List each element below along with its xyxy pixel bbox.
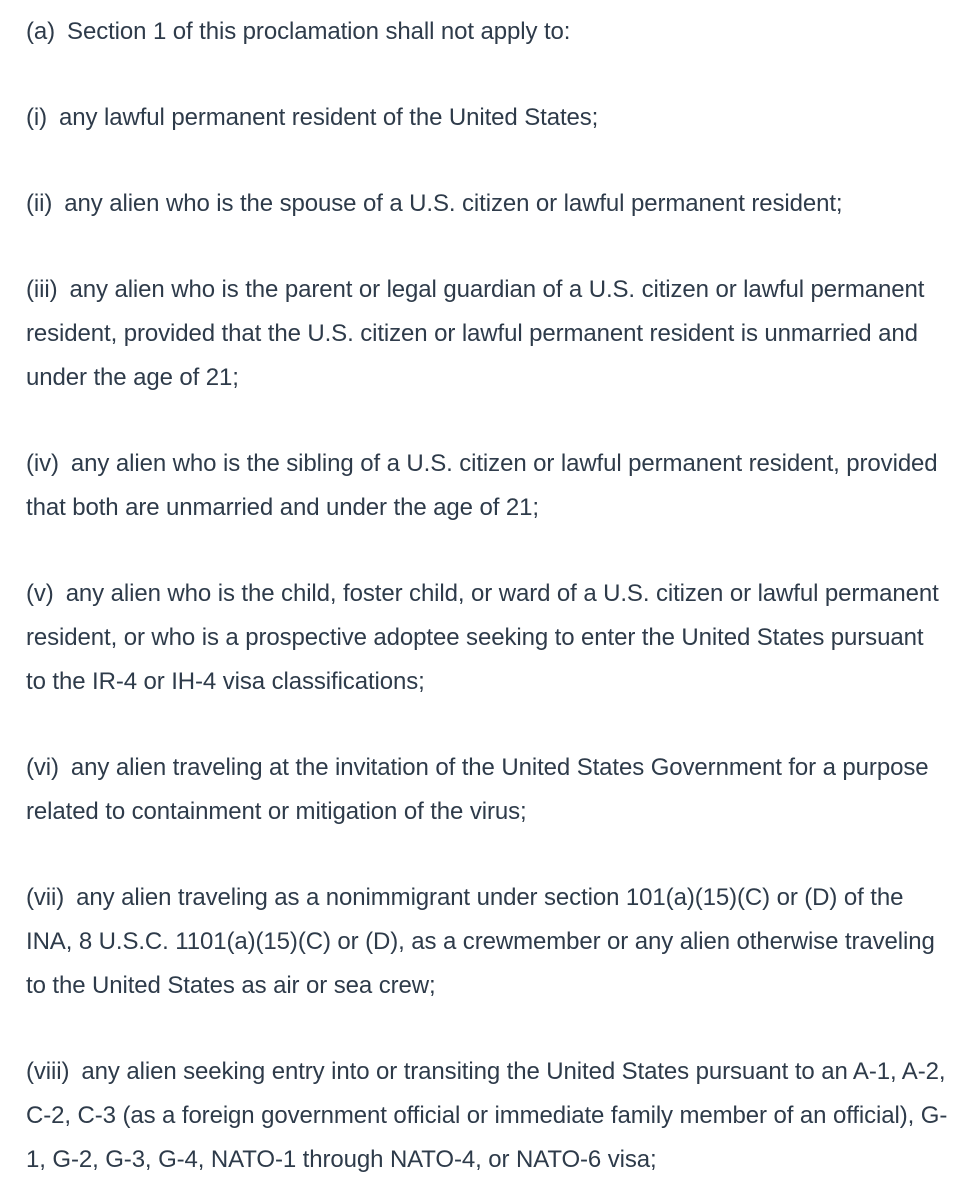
list-item (26, 1050, 948, 1182)
item-text: any alien traveling at the invitation of the United States Government for a purpose related to containment or mitigation of the virus; (26, 754, 929, 825)
item-text: any lawful permanent resident of the United States; (59, 104, 599, 131)
intro-marker: (a) (26, 18, 56, 45)
list-item (26, 182, 948, 226)
item-marker: (viii) (26, 1058, 70, 1085)
item-marker: (i) (26, 104, 48, 131)
item-marker: (iii) (26, 276, 58, 303)
item-marker: (ii) (26, 190, 53, 217)
item-marker: (v) (26, 580, 54, 607)
list-item (26, 746, 948, 834)
list-item (26, 876, 948, 1008)
item-text: any alien who is the parent or legal guardian of a U.S. citizen or lawful permanent resident, provided that the U.S. citizen or lawful permanent resident is unmarried and under the age of 21; (26, 276, 925, 391)
list-item (26, 572, 948, 704)
list-item (26, 96, 948, 140)
list-item (26, 442, 948, 530)
item-marker: (iv) (26, 450, 59, 477)
item-text: any alien seeking entry into or transiting the United States pursuant to an A-1, A-2, C-2, C-3 (as a foreign government official or immediate family member of an official), G-1, G-2, G-3, G-4, NATO-1 through NATO-4, or NATO-6 visa; (26, 1058, 948, 1173)
item-marker: (vi) (26, 754, 59, 781)
item-text: any alien who is the child, foster child, or ward of a U.S. citizen or lawful permanent resident, or who is a prospective adoptee seeking to enter the United States pursuant to the IR-4 or IH-4 visa classifications; (26, 580, 939, 695)
item-text: any alien traveling as a nonimmigrant under section 101(a)(15)(C) or (D) of the INA, 8 U.S.C. 1101(a)(15)(C) or (D), as a crewmember or any alien otherwise traveling to the United States as air or sea crew; (26, 884, 935, 999)
item-text: any alien who is the spouse of a U.S. citizen or lawful permanent resident; (64, 190, 843, 217)
item-marker: (vii) (26, 884, 65, 911)
intro-paragraph (26, 10, 948, 54)
list-item (26, 268, 948, 400)
item-text: any alien who is the sibling of a U.S. citizen or lawful permanent resident, provided that both are unmarried and under the age of 21; (26, 450, 938, 521)
intro-text: Section 1 of this proclamation shall not apply to: (67, 18, 571, 45)
